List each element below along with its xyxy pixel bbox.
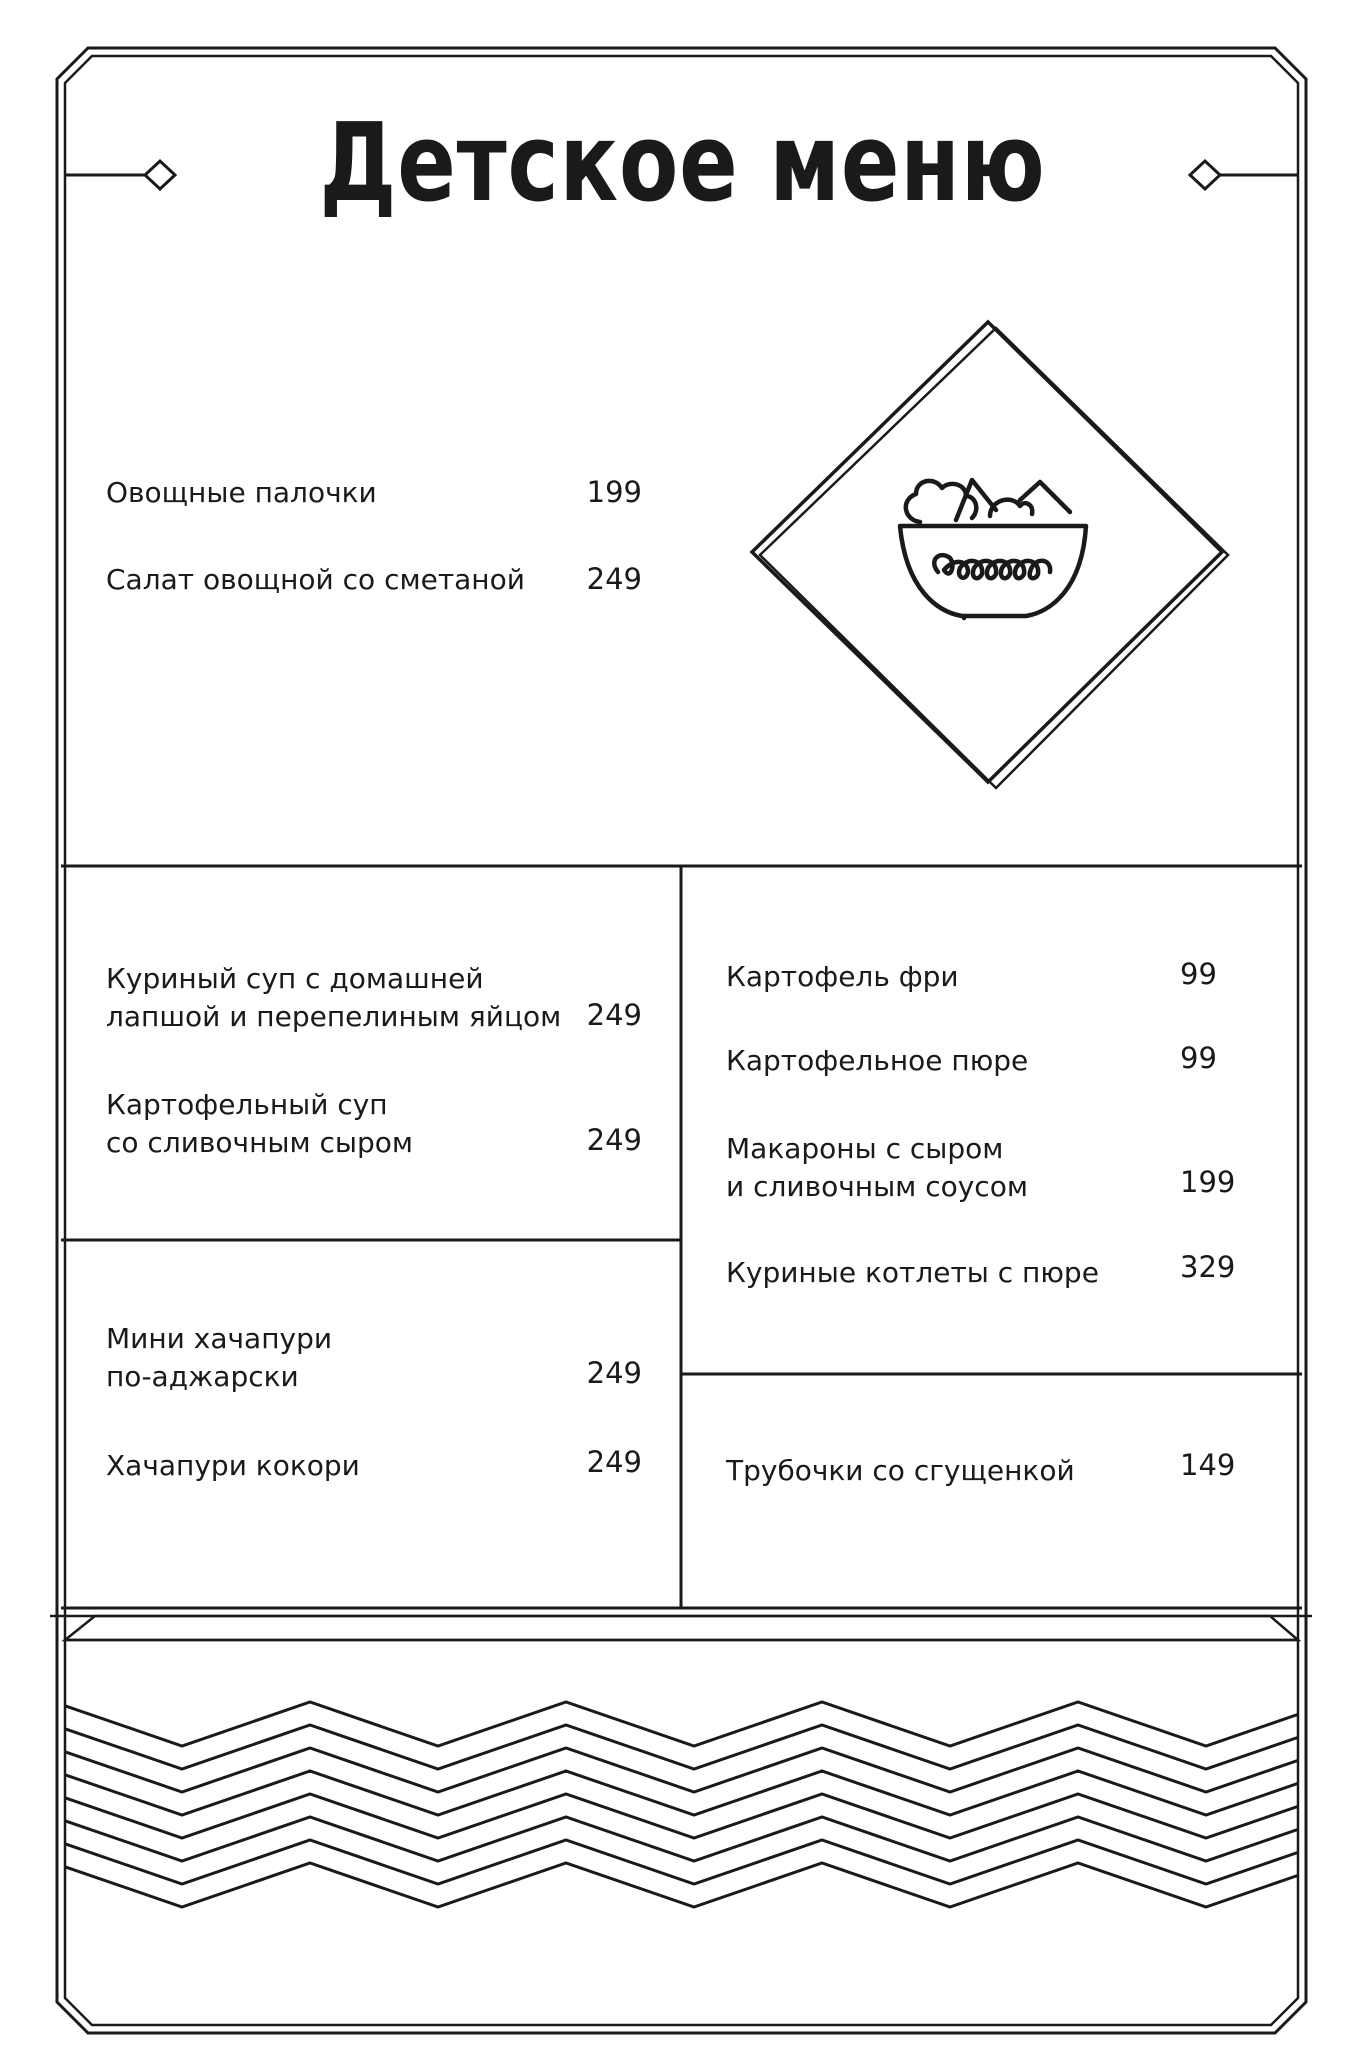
item-name-line: Мини хачапури [106,1322,333,1355]
bowl-icon [900,480,1086,618]
zigzag-line [65,1702,1298,1746]
item-name: Трубочки со сгущенкой [726,1454,1075,1487]
item-name: Картофель фри [726,960,959,993]
item-name-line: Картофельный суп [106,1088,388,1121]
zigzag-line [65,1817,1298,1861]
item-name-line: Макароны с сыром [726,1132,1004,1165]
item-price: 329 [1180,1250,1236,1284]
item-name: Куриные котлеты с пюре [726,1256,1099,1289]
diamond-ornament-icon [752,322,1228,788]
item-name-line: лапшой и перепелиным яйцом [106,1000,562,1033]
item-price: 249 [586,1445,642,1479]
bottom-band [50,1616,1312,1640]
zigzag-line [65,1725,1298,1769]
item-price: 249 [586,562,642,596]
zigzag-line [65,1748,1298,1792]
item-price: 99 [1180,957,1217,991]
zigzag-line [65,1794,1298,1838]
item-name: Картофельное пюре [726,1044,1029,1077]
item-price: 199 [586,475,642,509]
item-name: Хачапури кокори [106,1449,360,1482]
item-name-line: со сливочным сыром [106,1126,414,1159]
item-price: 149 [1180,1448,1236,1482]
item-price: 249 [586,1356,642,1390]
zigzag-line [65,1771,1298,1815]
zigzag-line [65,1863,1298,1907]
page-title: Детское меню [319,101,1046,226]
item-name: Салат овощной со сметаной [106,563,525,596]
item-name-line: по-аджарски [106,1360,299,1393]
zigzag-line [65,1840,1298,1884]
item-name: Овощные палочки [106,476,377,509]
item-name-line: и сливочным соусом [726,1170,1028,1203]
item-price: 249 [586,1123,642,1157]
item-price: 99 [1180,1041,1217,1075]
zigzag-pattern [65,1702,1298,1907]
item-price: 199 [1180,1165,1236,1199]
item-name-line: Куриный суп с домашней [106,962,484,995]
item-price: 249 [586,998,642,1032]
